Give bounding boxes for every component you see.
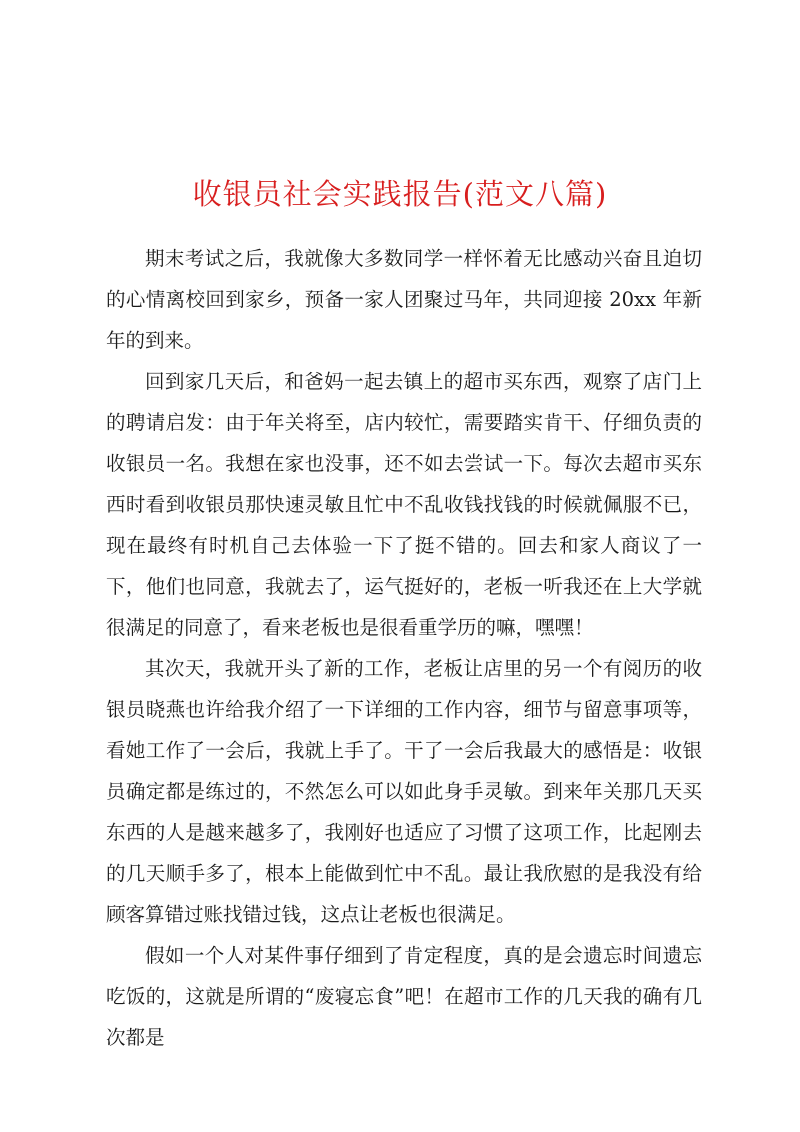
document-body <box>106 238 702 1058</box>
paragraph-3: 其次天，我就开头了新的工作，老板让店里的另一个有阅历的收银员晓燕也许给我介绍了一下详细的工作内容，细节与留意事项等，看她工作了一会后，我就上手了。干了一会后我最大的感悟是：收银员确定都是练过的，不然怎么可以如此身手灵敏。到来年关那几天买东西的人是越来越多了，我刚好也适应了习惯了这项工作，比起刚去的几天顺手多了，根本上能做到忙中不乱。最让我欣慰的是我没有给顾客算错过账找错过钱，这点让老板也很满足。 <box>106 657 702 926</box>
paragraph-2: 回到家几天后，和爸妈一起去镇上的超市买东西，观察了店门上的聘请启发：由于年关将至，店内较忙，需要踏实肯干、仔细负责的收银员一名。我想在家也没事，还不如去尝试一下。每次去超市买东西时看到收银员那快速灵敏且忙中不乱收钱找钱的时候就佩服不已，现在最终有时机自己去体验一下了挺不错的。回去和家人商议了一下，他们也同意，我就去了，运气挺好的，老板一听我还在上大学就很满足的同意了，看来老板也是很看重学历的嘛，嘿嘿！ <box>106 370 702 639</box>
paragraph-4: 假如一个人对某件事仔细到了肯定程度，真的是会遗忘时间遗忘吃饭的，这就是所谓的“废寝忘食”吧！在超市工作的几天我的确有几次都是 <box>106 944 702 1049</box>
paragraph-1: 期末考试之后，我就像大多数同学一样怀着无比感动兴奋且迫切的心情离校回到家乡，预备一家人团聚过马年，共同迎接 20xx 年新年的到来。 <box>106 247 702 352</box>
document-title: 收银员社会实践报告(范文八篇) <box>192 177 608 211</box>
